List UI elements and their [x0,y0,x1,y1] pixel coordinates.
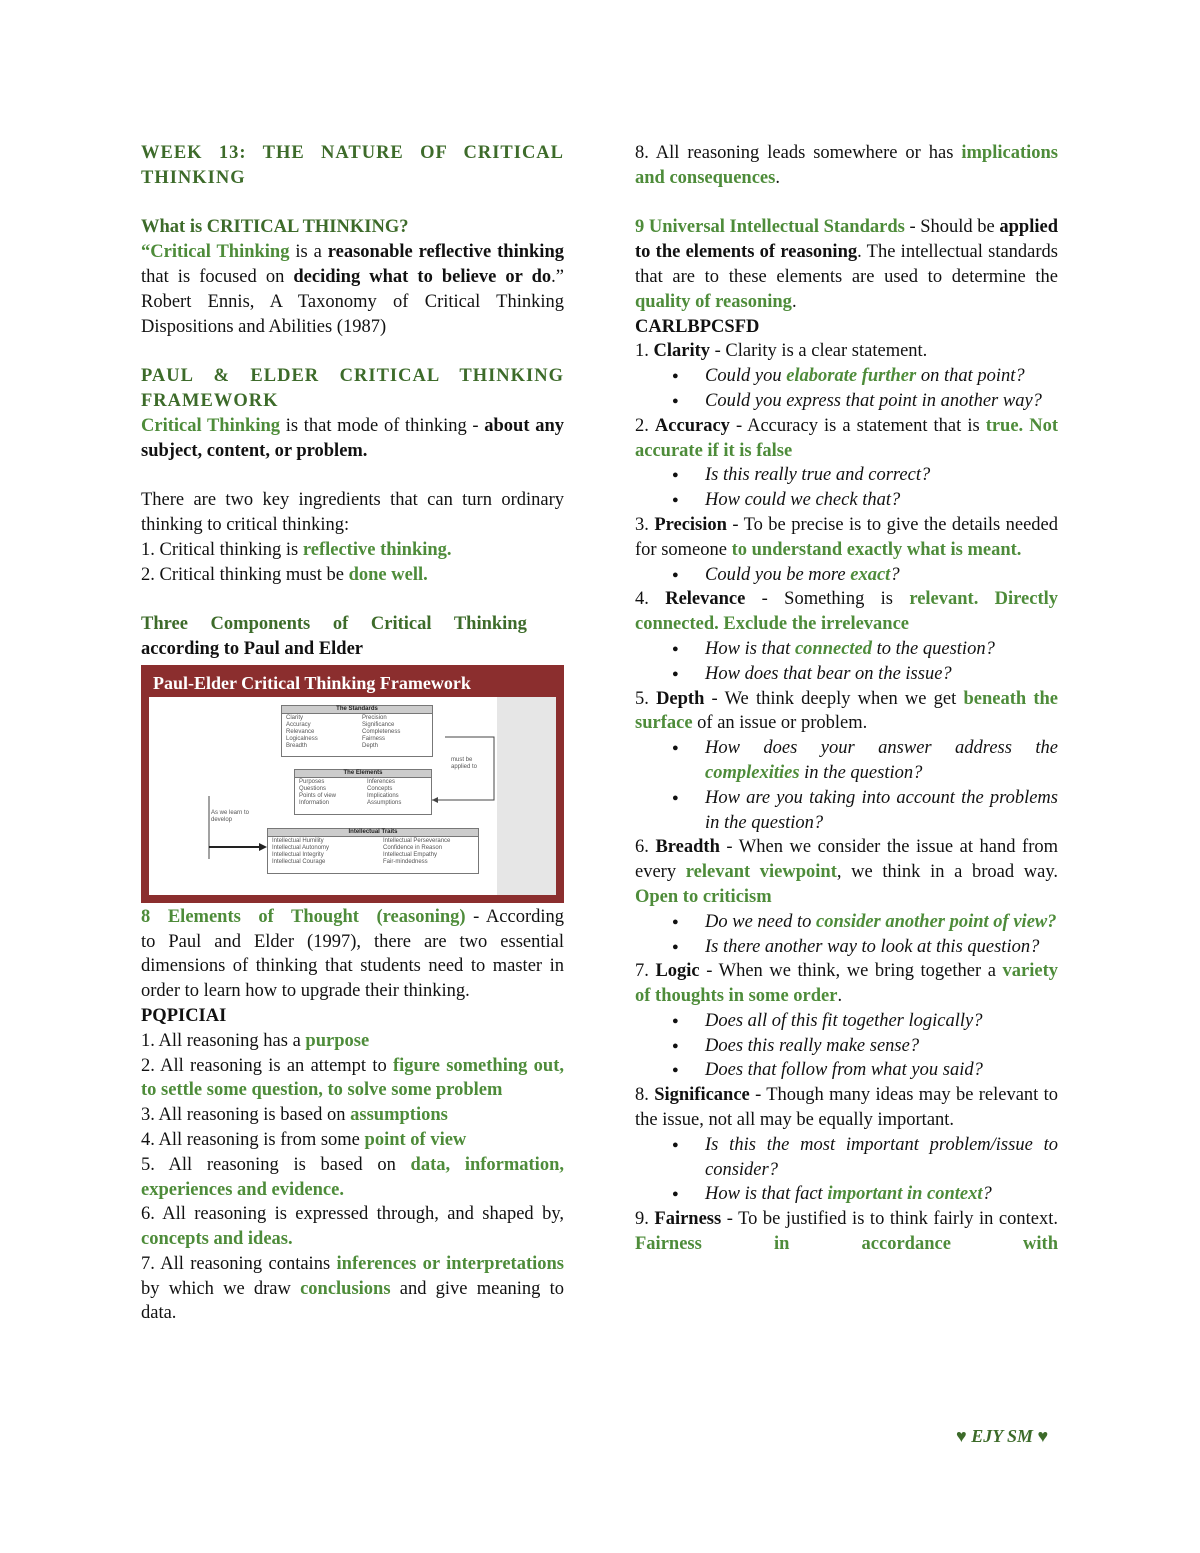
list-item: ● Does that follow from what you said? [705,1058,1058,1083]
standard-logic: 7. Logic - When we think, we bring together a variety of thoughts in some order. [635,961,1059,1007]
elements-col-1: Purposes Questions Points of view Information [299,778,337,806]
must-be-applied-label: must be applied to [451,756,478,770]
list-item: ● Could you be more exact? [705,563,1058,588]
element-6: 6. All reasoning is expressed through, and shaped by, concepts and ideas. [141,1204,564,1250]
standards-box: The Standards Clarity Accuracy Relevance Logicalness Breadth Precision Significance Completeness Fairness Depth [281,705,433,757]
quote-paragraph: “Critical Thinking is a reasonable reflective thinking that is focused on deciding what to believe or do.” Robert Ennis, A Taxonomy of Critical Thinking Dispositions and Abilities (1987) [141,242,564,337]
element-8: 8. All reasoning leads somewhere or has implications and consequences. [635,143,1058,188]
standard-clarity: 1. Clarity - Clarity is a clear statement. [635,341,928,362]
elements-col-2: Inferences Concepts Implications Assumptions [367,778,402,806]
traits-col-1: Intellectual Humility Intellectual Autonomy Intellectual Integrity Intellectual Courage [272,837,330,865]
paul-elder-framework-figure [141,665,564,903]
list-item: ● How does that bear on the issue? [705,662,1058,687]
list-item: ● Is this the most important problem/issue to consider? [705,1133,1058,1183]
accuracy-questions [635,463,1058,513]
clarity-questions [635,364,1058,414]
list-item: ● Could you elaborate further on that point? [705,364,1058,389]
standard-significance: 8. Significance - Though many ideas may be relevant to the issue, not all may be equally important. [635,1085,1058,1131]
standards-col-2: Precision Significance Completeness Fairness Depth [362,714,401,749]
figure-arrows [149,697,497,895]
traits-col-2: Intellectual Perseverance Confidence in Reason Intellectual Empathy Fair-mindedness [383,837,451,865]
precision-questions [635,563,1058,588]
standard-precision: 3. Precision - To be precise is to give the details needed for someone to understand exactly what is meant. [635,514,1058,560]
list-item: ● How could we check that? [705,488,1058,513]
quote-term: Critical Thinking [150,242,290,263]
element-4: 4. All reasoning is from some point of view [141,1129,467,1150]
elements-acronym: PQPICIAI [141,1005,227,1026]
framework-definition: Critical Thinking is that mode of thinking - about any subject, content, or problem. [141,415,564,461]
breadth-questions [635,910,1058,960]
element-5: 5. All reasoning is based on data, information, experiences and evidence. [141,1154,564,1200]
figure-title: Paul-Elder Critical Thinking Framework [153,672,471,693]
list-item: ● How does your answer address the complexities in the question? [705,736,1058,786]
ingredient-1: 1. Critical thinking is reflective thinking. [141,539,452,560]
standard-depth: 5. Depth - We think deeply when we get beneath the surface of an issue or problem. [635,688,1058,734]
standard-accuracy: 2. Accuracy - Accuracy is a statement that is true. Not accurate if it is false [635,415,1058,461]
framework-heading: PAUL & ELDER CRITICAL THINKING FRAMEWORK [141,366,564,411]
list-item: ● Does all of this fit together logically? [705,1009,1058,1034]
list-item: ● Does this really make sense? [705,1034,1058,1059]
list-item: ● Do we need to consider another point of view? [705,910,1058,935]
significance-questions [635,1133,1058,1207]
depth-questions [635,736,1058,835]
standards-acronym: CARLBPCSFD [635,316,760,337]
ingredient-2: 2. Critical thinking must be done well. [141,564,428,585]
footer-signature: ♥ EJY SM ♥ [956,1426,1049,1446]
element-3: 3. All reasoning is based on assumptions [141,1105,448,1126]
as-we-learn-label: As we learn to develop [211,809,250,823]
elements-paragraph: 8 Elements of Thought (reasoning) - According to Paul and Elder (1997), there are two essential dimensions of thinking that students need to master in order to learn how to upgrade their thinking. [141,906,564,1002]
standards-col-1: Clarity Accuracy Relevance Logicalness Breadth [286,714,318,749]
week-title: WEEK 13: THE NATURE OF CRITICAL THINKING [141,143,564,188]
element-7: 7. All reasoning contains inferences or interpretations by which we draw conclusions and give meaning to data. [141,1253,565,1324]
list-item: ● How is that fact important in context? [705,1182,1058,1207]
list-item: ● How is that connected to the question? [705,637,1058,662]
element-1: 1. All reasoning has a purpose [141,1030,370,1051]
components-heading: Three Components of Critical Thinking [141,614,527,635]
what-is-heading: What is CRITICAL THINKING? [141,217,409,238]
left-column [141,141,564,1326]
traits-box: Intellectual Traits Intellectual Humility Intellectual Autonomy Intellectual Integrity Intellectual Courage Intellectual Perseverance Confidence in Reason Intellectual Empathy Fair-mindedness [267,828,479,874]
list-item: ● Could you express that point in another way? [705,389,1058,414]
standards-paragraph: 9 Universal Intellectual Standards - Should be applied to the elements of reasoning. The intellectual standards that are to these elements are used to determine the quality of reasoning. [635,217,1058,312]
elements-box: The Elements Purposes Questions Points of view Information Inferences Concepts Implications Assumptions [294,769,432,815]
right-column [635,141,1058,1257]
list-item: ● Is this really true and correct? [705,463,1058,488]
element-2: 2. All reasoning is an attempt to figure something out, to settle some question, to solve some problem [141,1055,564,1101]
figure-diagram [149,697,497,895]
list-item: ● How are you taking into account the problems in the question? [705,786,1058,836]
standard-relevance: 4. Relevance - Something is relevant. Directly connected. Exclude the irrelevance [635,589,1058,635]
standard-fairness: 9. Fairness - To be justified is to think fairly in context. Fairness in accordance with [635,1209,1058,1255]
standard-breadth: 6. Breadth - When we consider the issue at hand from every relevant viewpoint, we think in a broad way. Open to criticism [635,837,1058,907]
list-item: ● Is there another way to look at this question? [705,935,1058,960]
relevance-questions [635,637,1058,687]
components-subheading: according to Paul and Elder [141,638,364,659]
logic-questions [635,1009,1058,1083]
ingredients-intro: There are two key ingredients that can turn ordinary thinking to critical thinking: [141,490,564,535]
